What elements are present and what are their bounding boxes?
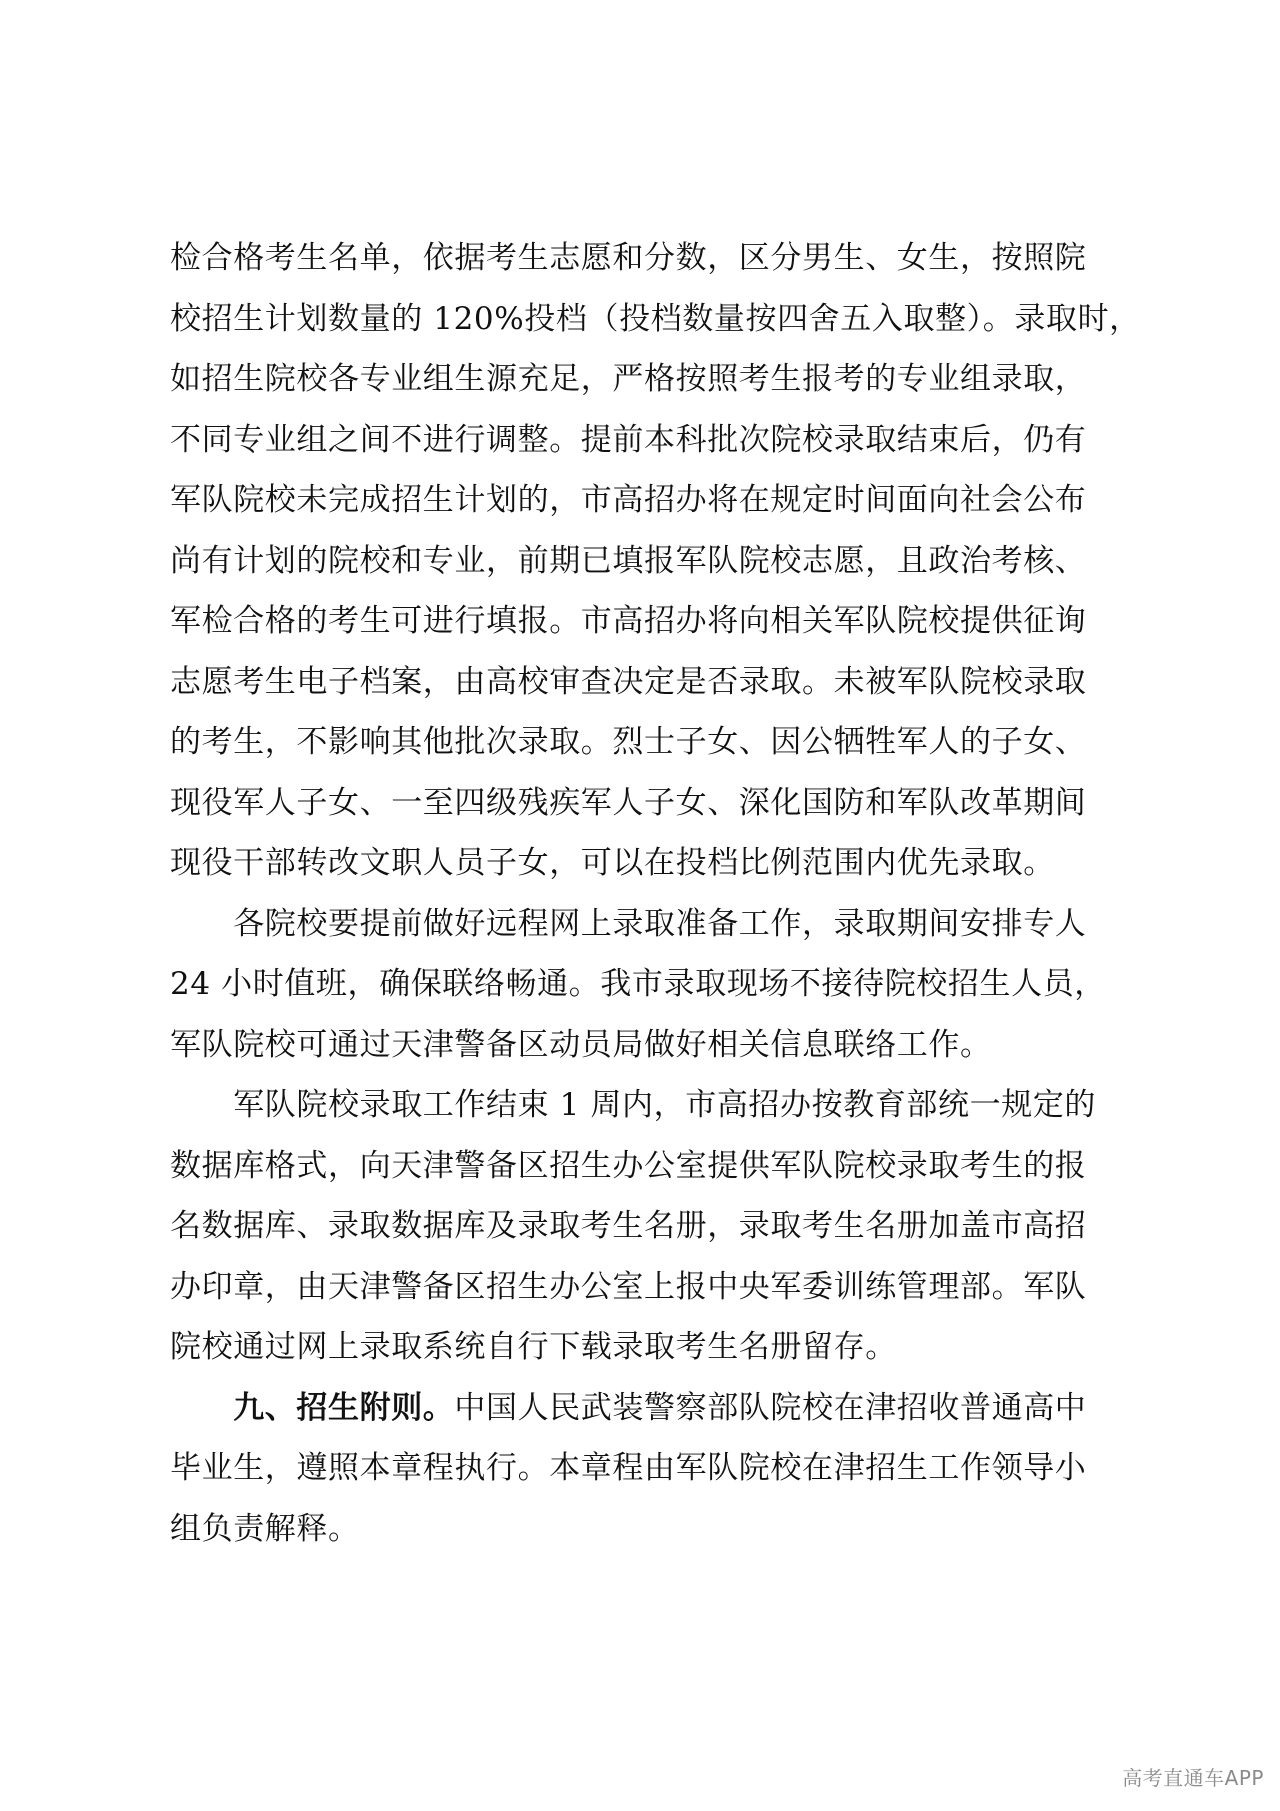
text-line: 校招生计划数量的 120%投档（投档数量按四舍五入取整）。录取时，: [170, 300, 1141, 337]
text-line: 院校通过网上录取系统自行下载录取考生名册留存。: [170, 1329, 897, 1365]
text-line: 军队院校未完成招生计划的，市高招办将在规定时间面向社会公布: [170, 482, 1087, 518]
text-line: 24 小时值班，确保联络畅通。我市录取现场不接待院校招生人员，: [170, 966, 1106, 1002]
paragraph-admission-rules: [170, 228, 1141, 894]
text-line: 军队院校录取工作结束 1 周内，市高招办按教育部统一规定的: [170, 1087, 1097, 1123]
text-line: 毕业生，遵照本章程执行。本章程由军队院校在津招生工作领导小: [170, 1450, 1087, 1486]
text-line: 现役干部转改文职人员子女，可以在投档比例范围内优先录取。: [170, 845, 1055, 881]
section-heading: 九、招生附则。: [170, 1389, 455, 1426]
text-line: 现役军人子女、一至四级残疾军人子女、深化国防和军队改革期间: [170, 784, 1087, 821]
paragraph-supplementary-rules: [170, 1378, 1118, 1560]
watermark-text: 高考直通车APP: [1122, 1766, 1264, 1790]
text-line: 办印章，由天津警备区招生办公室上报中央军委训练管理部。军队: [170, 1268, 1087, 1305]
text-line: 各院校要提前做好远程网上录取准备工作，录取期间安排专人: [170, 905, 1087, 942]
text-line: 志愿考生电子档案，由高校审查决定是否录取。未被军队院校录取: [170, 663, 1087, 700]
text-line: 检合格考生名单，依据考生志愿和分数，区分男生、女生，按照院: [170, 240, 1087, 276]
text-line: 名数据库、录取数据库及录取考生名册，录取考生名册加盖市高招: [170, 1208, 1087, 1244]
text-line: [170, 1378, 1118, 1439]
text-line: 数据库格式，向天津警备区招生办公室提供军队院校录取考生的报: [170, 1147, 1087, 1184]
section-text: 中国人民武装警察部队院校在津招收普通高中: [454, 1389, 1087, 1426]
document-page: [170, 228, 1141, 1559]
paragraph-database-submission: [170, 1075, 1118, 1378]
text-line: 如招生院校各专业组生源充足，严格按照考生报考的专业组录取，: [170, 361, 1087, 397]
text-line: 尚有计划的院校和专业，前期已填报军队院校志愿，且政治考核、: [170, 542, 1087, 579]
text-line: 军队院校可通过天津警备区动员局做好相关信息联络工作。: [170, 1026, 992, 1063]
paragraph-online-admission: [170, 894, 1118, 1076]
text-line: 军检合格的考生可进行填报。市高招办将向相关军队院校提供征询: [170, 603, 1087, 639]
text-line: 组负责解释。: [170, 1510, 360, 1547]
text-line: 不同专业组之间不进行调整。提前本科批次院校录取结束后，仍有: [170, 421, 1087, 458]
text-line: 的考生，不影响其他批次录取。烈士子女、因公牺牲军人的子女、: [170, 724, 1087, 760]
